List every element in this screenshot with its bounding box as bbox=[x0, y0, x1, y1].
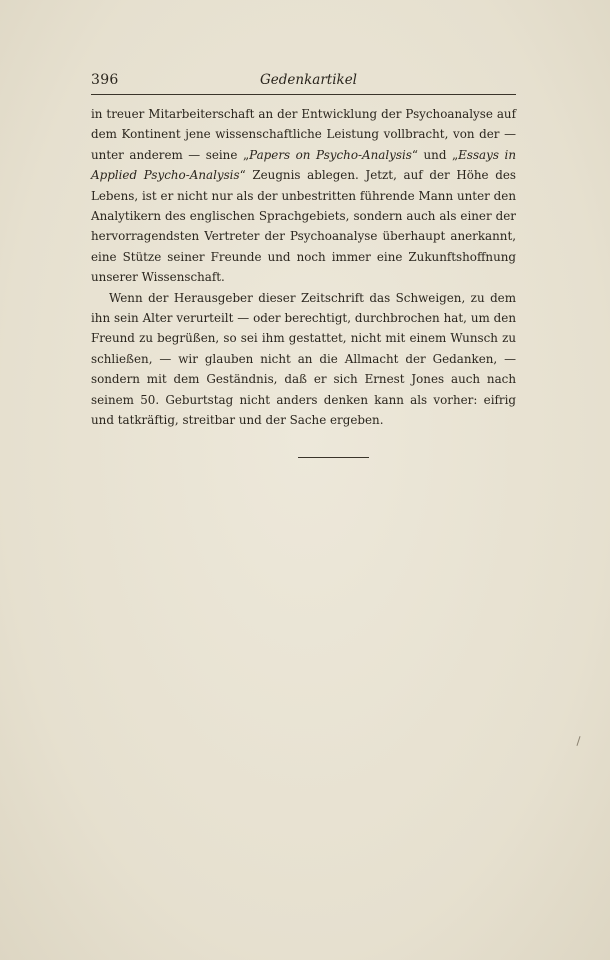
paper-speck bbox=[576, 736, 580, 746]
work-title-papers: Papers on Psycho-Analysis bbox=[249, 147, 412, 162]
closing-rule bbox=[298, 457, 369, 458]
running-head bbox=[91, 72, 516, 92]
paragraph-2: Wenn der Herausgeber dieser Zeitschrift das Schweigen, zu dem ihn sein Alter verurteilt — oder berechtigt, durchbrochen hat, um den Freund zu begrüßen, so sei ihm gestattet, nicht mit einem Wunsch zu schließen, — wir glauben nicht an die Allmacht der Gedanken, — sondern mit dem Geständnis, daß er sich Ernest Jones auch nach seinem 50. Geburtstag nicht anders denken kann als vorher: eifrig und tatkräftig, streitbar und der Sache ergeben. bbox=[91, 290, 516, 428]
quote-close-1: “ bbox=[411, 147, 418, 162]
paragraph-1-part-3: Zeugnis ablegen. Jetzt, auf der Höhe des Lebens, ist er nicht nur als der unbestritten führende Mann unter den Analytikern des englischen Sprachgebiets, sondern auch als einer der hervorragendsten Vertreter der Psychoanalyse überhaupt anerkannt, eine Stütze seiner Freunde und noch immer eine Zukunftshoffnung unserer Wissenschaft. bbox=[91, 168, 516, 285]
header-rule bbox=[91, 94, 516, 95]
work-title-essays: Essays in Applied Psycho-Analysis bbox=[91, 147, 516, 183]
body-text bbox=[91, 104, 516, 431]
running-title: Gedenkartikel bbox=[259, 72, 357, 88]
page-number: 396 bbox=[91, 72, 119, 88]
paragraph-1 bbox=[91, 104, 516, 288]
paragraph-1-part-1: in treuer Mitarbeiterschaft an der Entwicklung der Psychoanalyse auf dem Kontinent jene wissenschaftliche Leistung vollbracht, von der — unter anderem — seine bbox=[91, 107, 516, 162]
quote-open-1: „ bbox=[242, 147, 250, 162]
quote-close-2: “ bbox=[239, 168, 246, 183]
paragraph-1-part-2: und bbox=[417, 147, 452, 162]
quote-open-2: „ bbox=[452, 147, 459, 162]
